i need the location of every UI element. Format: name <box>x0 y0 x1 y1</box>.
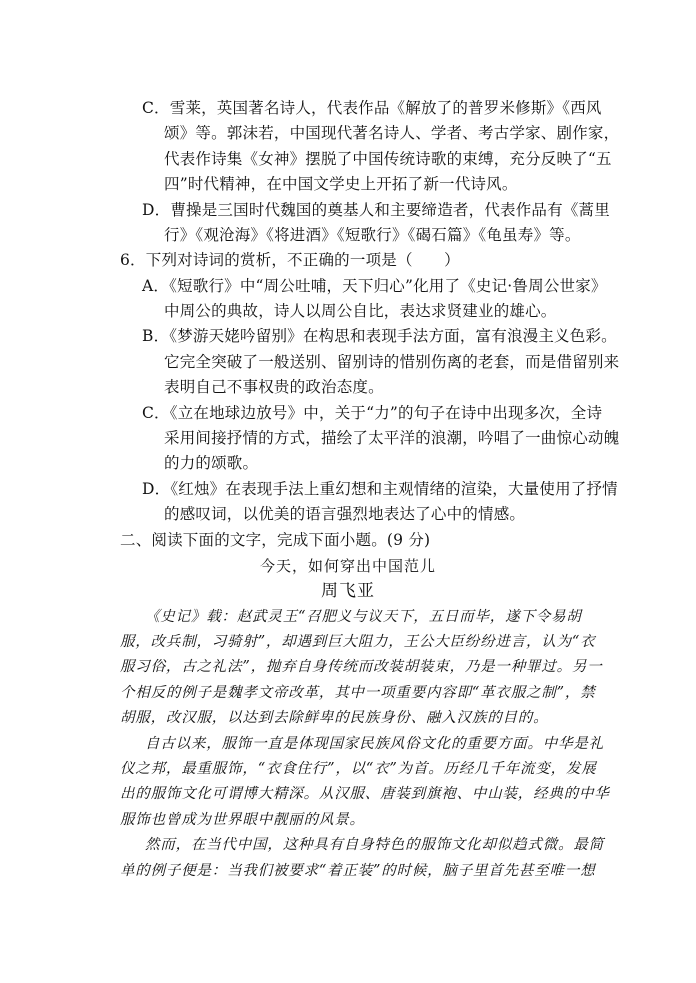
q5-option-c-line-4: 四”时代精神，在中国文学史上开拓了新一代诗风。 <box>164 175 518 193</box>
paragraph-1-line-3: 服习俗，古之礼法”，抛弃自身传统而改装胡装束，乃是一种罪过。另一 <box>120 659 603 675</box>
paragraph-2-line-1: 自古以来，服饰一直是体现国家民族风俗文化的重要方面。中华是礼 <box>145 736 604 752</box>
article-title: 今天，如何穿出中国范儿 <box>259 557 436 575</box>
paragraph-1-line-5: 胡服，改汉服，以达到去除鲜卑的民族身份、融入汉族的目的。 <box>120 710 549 726</box>
q5-option-d-line-2: 行》《观沧海》《将进酒》《短歌行》《碣石篇》《龟虽寿》等。 <box>164 226 581 244</box>
q6-option-c-line-3: 的力的颂歌。 <box>164 454 259 472</box>
q6-option-c-line-1: C．《立在地球边放号》中，关于“力”的句子在诗中出现多次，全诗 <box>142 404 603 422</box>
q6-option-d-line-1: D．《红烛》在表现手法上重幻想和主观情绪的渲染，大量使用了抒情 <box>142 480 618 498</box>
paragraph-3-line-1: 然而，在当代中国，这种具有自身特色的服饰文化却似趋式微。最简 <box>145 837 604 853</box>
article-author: 周飞亚 <box>321 581 375 601</box>
section-2-heading: 二、阅读下面的文字，完成下面小题。(9 分) <box>120 531 431 549</box>
q6-option-a-line-1: A．《短歌行》中“周公吐哺，天下归心”化用了《史记·鲁周公世家》 <box>142 277 607 295</box>
q6-option-d-line-2: 的感叹词，以优美的语言强烈地表达了心中的情感。 <box>164 505 526 523</box>
q5-option-c-line-1: C．雪莱，英国著名诗人，代表作品《解放了的普罗米修斯》《西风 <box>142 99 602 117</box>
q6-option-b-line-2: 它完全突破了一般送别、留别诗的惜别伤离的老套，而是借留别来 <box>164 353 620 371</box>
q6-option-a-line-2: 中周公的典故，诗人以周公自比，表达求贤建业的雄心。 <box>164 302 557 320</box>
q5-option-d-line-1: D．曹操是三国时代魏国的奠基人和主要缔造者，代表作品有《蒿里 <box>142 201 610 219</box>
q6-option-b-line-3: 表明自己不事权贵的政治态度。 <box>164 378 384 396</box>
q6-option-c-line-2: 采用间接抒情的方式，描绘了太平洋的浪潮，吟唱了一曲惊心动魄 <box>164 429 620 447</box>
paragraph-3-line-2: 单的例子便是：当我们被要求“着正装”的时候，脑子里首先甚至唯一想 <box>120 863 596 879</box>
paragraph-2-line-3: 出的服饰文化可谓博大精深。从汉服、唐装到旗袍、中山装，经典的中华 <box>120 786 610 802</box>
q5-option-c-line-2: 颂》等。郭沫若，中国现代著名诗人、学者、考古学家、剧作家， <box>164 124 620 142</box>
paragraph-1-line-4: 个相反的例子是魏孝文帝改革，其中一项重要内容即“革衣服之制”，禁 <box>120 685 596 701</box>
q6-option-b-line-1: B．《梦游天姥吟留别》在构思和表现手法方面，富有浪漫主义色彩。 <box>142 327 617 345</box>
paragraph-1-line-2: 服，改兵制，习骑射”，却遇到巨大阻力，王公大臣纷纷进言，认为“衣 <box>120 634 596 650</box>
paragraph-2-line-4: 服饰也曾成为世界眼中靓丽的风景。 <box>120 812 365 828</box>
q5-option-c-line-3: 代表作诗集《女神》摆脱了中国传统诗歌的束缚，充分反映了“五 <box>164 150 612 168</box>
paragraph-2-line-2: 仪之邦，最重服饰，“衣食住行”，以“衣”为首。历经几千年流变，发展 <box>120 761 597 777</box>
q6-stem: 6．下列对诗词的赏析，不正确的一项是（ ） <box>120 251 460 269</box>
paragraph-1-line-1: 《史记》载：赵武灵王“召肥义与议天下，五日而毕，遂下令易胡 <box>145 609 582 625</box>
